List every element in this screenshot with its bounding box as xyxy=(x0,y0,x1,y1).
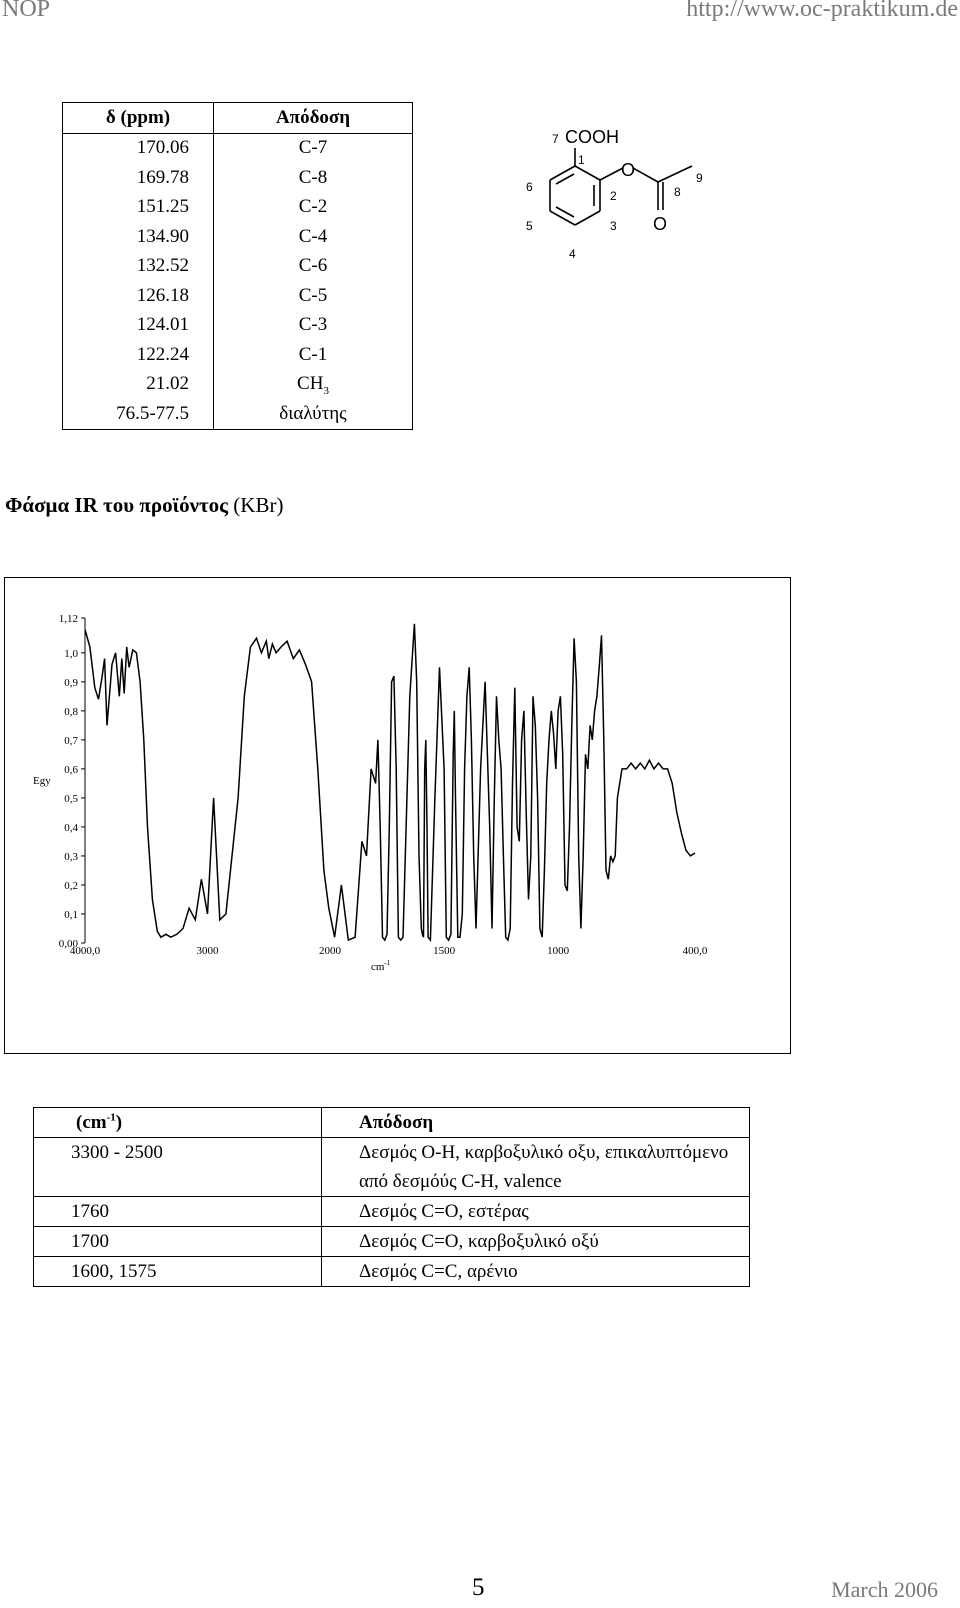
ir-section-title xyxy=(5,493,283,518)
nmr-assignment: C-5 xyxy=(298,284,328,306)
nmr-assignment: C-2 xyxy=(298,196,328,218)
ir-spectrum-chart xyxy=(4,577,791,1054)
table-row xyxy=(34,1257,750,1287)
nmr-shift: 76.5-77.5 xyxy=(63,399,214,429)
y-tick-label: 0,4 xyxy=(64,821,78,834)
nmr-shift: 132.52 xyxy=(63,252,214,282)
atom-number: 1 xyxy=(578,153,585,167)
x-ticks xyxy=(70,945,708,957)
y-tick-label: 1,12 xyxy=(58,613,78,625)
header-left: NOP xyxy=(2,0,51,22)
y-tick-label: 0,2 xyxy=(64,879,78,892)
y-tick-label: 0,8 xyxy=(64,705,78,718)
table-row xyxy=(63,399,413,429)
nmr-col-shift: δ (ppm) xyxy=(63,103,214,134)
ir-wavenumber: 3300 - 2500 xyxy=(34,1138,322,1197)
ir-title-bold: Φάσμα IR του προϊόντος xyxy=(5,493,229,517)
nmr-shift: 169.78 xyxy=(63,163,214,193)
table-row xyxy=(34,1138,750,1197)
x-axis-label-sup: -1 xyxy=(384,959,391,967)
atom-number: 8 xyxy=(674,185,681,199)
table-row xyxy=(63,133,413,163)
x-tick-label: 4000,0 xyxy=(69,945,101,957)
atom-number: 4 xyxy=(569,247,576,261)
y-tick-label: 0,3 xyxy=(64,850,78,863)
ir-table-header xyxy=(34,1108,750,1138)
ir-spectrum-line xyxy=(85,624,695,940)
nmr-assignment: C-4 xyxy=(298,225,328,247)
nmr-shift: 124.01 xyxy=(63,311,214,341)
atom-number: 2 xyxy=(610,189,617,203)
ir-assignment: Δεσμός C=C, αρένιο xyxy=(322,1257,750,1287)
y-axis-label: Egy xyxy=(33,775,51,787)
ir-spectrum-svg xyxy=(5,578,790,1053)
nmr-table xyxy=(62,102,413,430)
ir-col-wavenumber-end: ) xyxy=(115,1112,123,1133)
ir-col-wavenumber xyxy=(34,1108,322,1138)
header-url: http://www.oc-praktikum.de xyxy=(686,0,958,22)
ir-assignment-table xyxy=(33,1107,750,1287)
y-tick-label: 0,6 xyxy=(64,763,78,776)
table-row xyxy=(63,252,413,282)
y-tick-label: 0,1 xyxy=(64,908,78,921)
nmr-col-assignment: Απόδοση xyxy=(214,103,413,134)
ir-col-wavenumber-text: (cm xyxy=(76,1112,107,1133)
atom-number: 6 xyxy=(526,180,533,194)
nmr-assignment: C-6 xyxy=(298,255,328,277)
x-tick-label: 2000 xyxy=(319,945,341,957)
atom-number: 9 xyxy=(696,171,703,185)
ir-assignment: Δεσμός C=O, καρβοξυλικό οξύ xyxy=(322,1227,750,1257)
nmr-table-header xyxy=(63,103,413,134)
nmr-shift: 126.18 xyxy=(63,281,214,311)
x-tick-label: 400,0 xyxy=(682,945,708,957)
carbonyl-oxygen-label: O xyxy=(653,214,668,234)
ester-oxygen-label: O xyxy=(621,160,636,180)
y-tick-label: 0,5 xyxy=(64,792,78,805)
cooh-label: COOH xyxy=(565,127,619,147)
nmr-assignment: διαλύτης xyxy=(279,402,347,424)
y-ticks xyxy=(59,613,85,950)
x-axis-label xyxy=(371,959,391,973)
x-tick-label: 1000 xyxy=(547,945,570,957)
ir-assignment xyxy=(322,1138,750,1197)
x-tick-label: 3000 xyxy=(196,945,219,957)
nmr-shift: 170.06 xyxy=(63,133,214,163)
y-tick-label: 0,7 xyxy=(64,734,78,747)
x-tick-label: 1500 xyxy=(433,945,456,957)
y-tick-label: 1,0 xyxy=(64,647,78,660)
y-tick-label: 0,00 xyxy=(58,938,78,950)
nmr-assignment-text: CH xyxy=(297,373,324,395)
ir-assignment: Δεσμός C=O, εστέρας xyxy=(322,1197,750,1227)
nmr-assignment: C-3 xyxy=(298,314,328,336)
nmr-assignment: C-8 xyxy=(298,166,328,188)
ir-assignment-line: από δεσμόύς C-H, valence xyxy=(359,1171,562,1192)
table-row xyxy=(63,281,413,311)
nmr-subscript: 3 xyxy=(323,385,329,398)
table-row xyxy=(63,340,413,370)
table-row xyxy=(63,370,413,400)
table-row xyxy=(63,193,413,223)
nmr-shift: 122.24 xyxy=(63,340,214,370)
table-row xyxy=(34,1227,750,1257)
table-row xyxy=(34,1197,750,1227)
nmr-assignment: C-7 xyxy=(298,137,328,159)
ir-title-normal: (KBr) xyxy=(228,493,284,517)
table-row xyxy=(63,222,413,252)
nmr-assignment xyxy=(214,370,413,400)
ir-assignment-line: Δεσμός O-H, καρβοξυλικό οξυ, επικαλυπτόμενο xyxy=(359,1142,729,1163)
ir-wavenumber: 1700 xyxy=(34,1227,322,1257)
nmr-shift: 21.02 xyxy=(63,370,214,400)
atom-number: 3 xyxy=(610,219,617,233)
y-tick-label: 0,9 xyxy=(64,676,78,689)
atom-number: 5 xyxy=(526,219,533,233)
page-number: 5 xyxy=(472,1574,485,1601)
ir-col-wavenumber-sup: -1 xyxy=(106,1111,116,1124)
acetylsalicylic-acid-structure xyxy=(515,118,730,278)
nmr-shift: 151.25 xyxy=(63,193,214,223)
nmr-shift: 134.90 xyxy=(63,222,214,252)
ir-col-assignment: Απόδοση xyxy=(322,1108,750,1138)
ir-wavenumber: 1760 xyxy=(34,1197,322,1227)
footer-date: March 2006 xyxy=(831,1577,938,1602)
ir-wavenumber: 1600, 1575 xyxy=(34,1257,322,1287)
table-row xyxy=(63,163,413,193)
x-axis-label-text: cm xyxy=(371,961,385,973)
table-row xyxy=(63,311,413,341)
atom-number: 7 xyxy=(552,132,559,146)
nmr-assignment: C-1 xyxy=(298,343,328,365)
